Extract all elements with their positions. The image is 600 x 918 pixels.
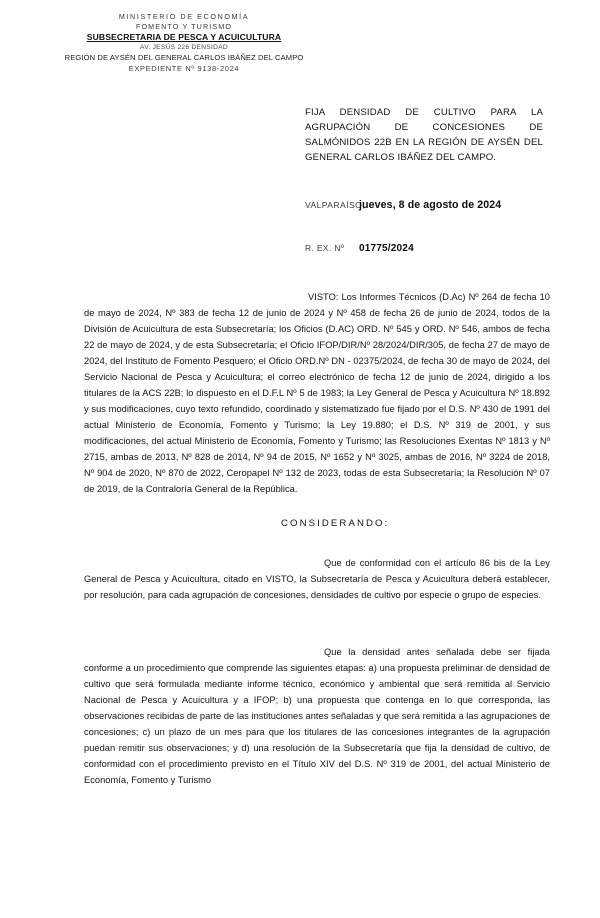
considerando-section-1	[84, 556, 550, 604]
considerando-paragraph-2: Que la densidad antes señalada debe ser fijada conforme a un procedimiento que comprende las siguientes etapas: a) una propuesta preliminar de densidad de cultivo que será formulada mediante informe técnico, económico y ambiental que será remitida al Servicio Nacional de Pesca y Acuicultura y a IFOP; b) una propuesta que contenga en lo que corresponda, las observaciones recibidas de parte de las instituciones antes señaladas y que será remitida a las agrupaciones de concesiones; c) un plazo de un mes para que los titulares de las concesiones integrantes de la agrupación puedan remitir sus observaciones; y d) una resolución de la Subsecretaría que fija la densidad de cultivo, de conformidad con el procedimiento previsto en el Título XIV del D.S. Nº 319 de 2001, del actual Ministerio de Economía, Fomento y Turismo	[84, 647, 550, 785]
letterhead-address: AV. JESÚS 226 DENSIDAD	[140, 44, 228, 52]
place-label: VALPARAÍSO,	[305, 200, 365, 210]
resolution-number-row	[305, 243, 555, 254]
document-title: FIJA DENSIDAD DE CULTIVO PARA LA AGRUPACIÓN DE CONCESIONES DE SALMÓNIDOS 22B EN LA REGIÓN DE AYSÉN DEL GENERAL CARLOS IBÁÑEZ DEL CAMPO.	[305, 107, 543, 163]
considerando-paragraph-1: Que de conformidad con el artículo 86 bis de la Ley General de Pesca y Acuicultura, citado en VISTO, la Subsecretaría de Pesca y Acuicultura deberá establecer, por resolución, para cada agrupación de concesiones, densidades de cultivo por especie o grupo de especies.	[84, 558, 550, 600]
letterhead-subsecretaria: SUBSECRETARIA DE PESCA Y ACUICULTURA	[86, 32, 282, 42]
letterhead-region: REGIÓN DE AYSÉN DEL GENERAL CARLOS IBÁÑEZ DEL CAMPO	[64, 53, 304, 63]
letterhead-ministry-line-2: FOMENTO Y TURISMO	[135, 21, 233, 31]
visto-section	[84, 290, 550, 498]
considerando-section-2	[84, 645, 550, 789]
letterhead	[34, 12, 334, 74]
letterhead-expediente: EXPEDIENTE Nº 9138-2024	[128, 64, 240, 74]
resolution-number-value: 01775/2024	[359, 243, 414, 254]
visto-paragraph: VISTO: Los Informes Técnicos (D.Ac) Nº 264 de fecha 10 de mayo de 2024, Nº 383 de fecha 12 de junio de 2024 y Nº 458 de fecha 26 de junio de 2024, todos de la División de Acuicultura de esta Subsecretaría; los Oficios (D.AC) ORD. Nº 545 y ORD. Nº 546, ambos de fecha 22 de mayo de 2024, y de esta Subsecretaría; el Oficio IFOP/DIR/Nº 28/2024/DIR/305, de fecha 27 de mayo de 2024, del Instituto de Fomento Pesquero; el Oficio ORD.Nº DN - 02375/2024, de fecha 30 de mayo de 2024, del Servicio Nacional de Pesca y Acuicultura; el correo electrónico de fecha 12 de junio de 2024, dirigido a los titulares de la ACS 22B; lo dispuesto en el D.F.L Nº 5 de 1983; la Ley General de Pesca y Acuicultura Nº 18.892 y sus modificaciones, cuyo texto refundido, coordinado y sistematizado fue fijado por el D.S. Nº 430 de 1991 del actual Ministerio de Economía, Fomento y Turismo; la Ley 19.880; el D.S. Nº 319 de 2001, y sus modificaciones, del actual Ministerio de Economía, Fomento y Turismo; las Resoluciones Exentas Nº 1813 y Nº 2715, ambas de 2013, Nº 828 de 2014, Nº 94 de 2015, Nº 1652 y Nº 3025, ambas de 2016, Nº 3224 de 2018, Nº 904 de 2020, Nº 870 de 2022, Ceropapel Nº 132 de 2023, todas de esta Subsecretaría; la Resolución Nº 07 de 2019, de la Contraloría General de la República.	[84, 292, 550, 494]
place-date-row	[305, 199, 555, 211]
considerando-heading: CONSIDERANDO:	[281, 518, 390, 529]
letterhead-ministry-line-1: MINISTERIO DE ECONOMÍA	[118, 12, 250, 21]
resolution-number-label: R. EX. Nº	[305, 243, 345, 253]
issue-date: jueves, 8 de agosto de 2024	[359, 199, 502, 211]
